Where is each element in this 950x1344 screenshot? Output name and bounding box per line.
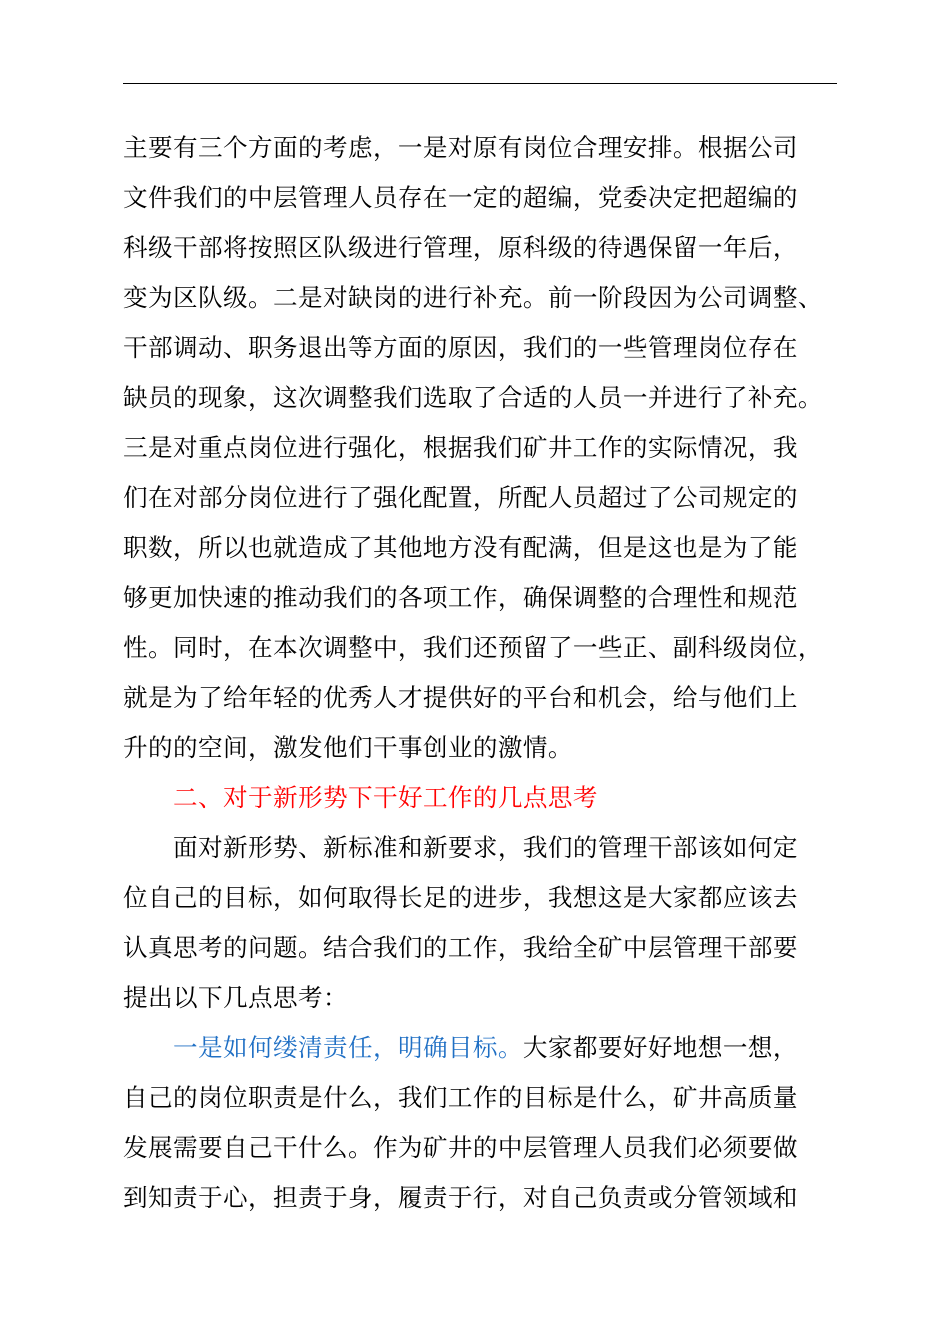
point-heading: 一是如何缕清责任，明确目标。 [173,1033,523,1062]
point-first-line-rest: 大家都要好好地想一想， [522,1033,798,1062]
body-line: 干部调动、职务退出等方面的原因，我们的一些管理岗位存在 [123,333,798,362]
body-line: 缺员的现象，这次调整我们选取了合适的人员一并进行了补充。 [123,383,823,412]
section-line: 面对新形势、新标准和新要求，我们的管理干部该如何定 [173,833,798,862]
section-line: 位自己的目标，如何取得长足的进步，我想这是大家都应该去 [123,883,798,912]
section-heading: 二、对于新形势下干好工作的几点思考 [173,783,598,812]
body-line: 主要有三个方面的考虑，一是对原有岗位合理安排。根据公司 [123,133,798,162]
point-line: 发展需要自己干什么。作为矿井的中层管理人员我们必须要做 [123,1133,798,1162]
body-line: 科级干部将按照区队级进行管理，原科级的待遇保留一年后， [123,233,798,262]
body-line: 们在对部分岗位进行了强化配置，所配人员超过了公司规定的 [123,483,798,512]
section-line: 认真思考的问题。结合我们的工作，我给全矿中层管理干部要 [123,933,798,962]
point-line: 自己的岗位职责是什么，我们工作的目标是什么，矿井高质量 [123,1083,798,1112]
body-line: 性。同时，在本次调整中，我们还预留了一些正、副科级岗位， [123,633,823,662]
body-line: 变为区队级。二是对缺岗的进行补充。前一阶段因为公司调整、 [123,283,823,312]
point-line: 到知责于心，担责于身，履责于行，对自己负责或分管领域和 [123,1183,798,1212]
body-line: 职数，所以也就造成了其他地方没有配满，但是这也是为了能 [123,533,798,562]
point-first-line [173,1032,798,1064]
body-line: 升的的空间，激发他们干事创业的激情。 [123,733,573,762]
body-line: 文件我们的中层管理人员存在一定的超编，党委决定把超编的 [123,183,798,212]
header-rule [123,83,837,84]
body-line: 够更加快速的推动我们的各项工作，确保调整的合理性和规范 [123,583,798,612]
body-line: 就是为了给年轻的优秀人才提供好的平台和机会，给与他们上 [123,683,798,712]
section-line: 提出以下几点思考： [123,983,348,1012]
body-line: 三是对重点岗位进行强化，根据我们矿井工作的实际情况，我 [123,433,798,462]
